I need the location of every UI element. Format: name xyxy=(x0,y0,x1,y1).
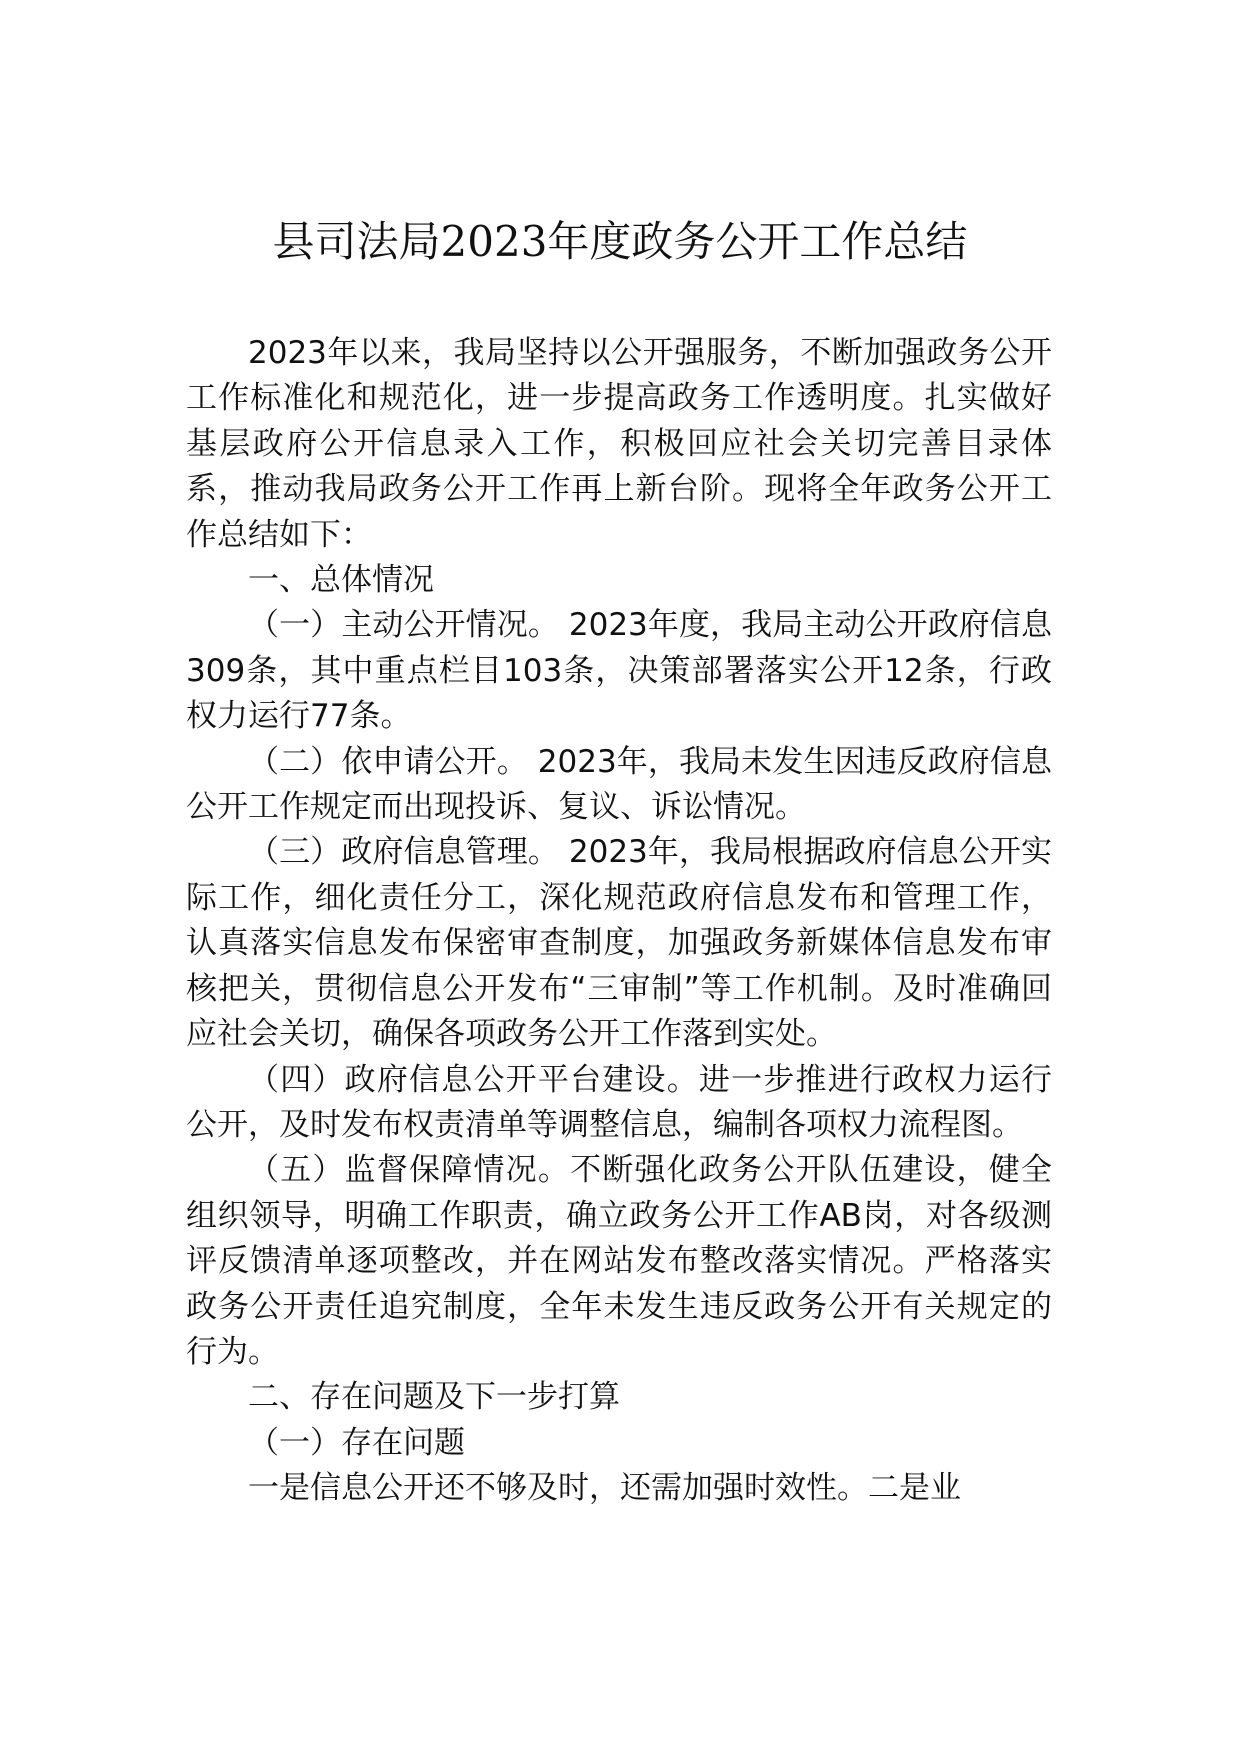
paragraph-platform-construction: （四）政府信息公开平台建设。进一步推进行政权力运行公开，及时发布权责清单等调整信息，编制各项权力流程图。 xyxy=(186,1061,1052,1143)
paragraph-information-management: （三）政府信息管理。 2023年，我局根据政府信息公开实际工作，细化责任分工，深化规范政府信息发布和管理工作，认真落实信息发布保密审查制度，加强政务新媒体信息发布审核把关，贯彻信息公开发布“三审制”等工作机制。及时准确回应社会关切，确保各项政务公开工作落到实处。 xyxy=(186,834,1052,1053)
document-body xyxy=(186,331,1052,1512)
paragraph-disclosure-on-request: （二）依申请公开。 2023年，我局未发生因违反政府信息公开工作规定而出现投诉、复议、诉讼情况。 xyxy=(186,743,1052,826)
paragraph-problems: 一是信息公开还不够及时，还需加强时效性。二是业 xyxy=(248,1470,961,1507)
paragraph-active-disclosure: （一）主动公开情况。 2023年度，我局主动公开政府信息 309条，其中重点栏目103条，决策部署落实公开12条，行政权力运行77条。 xyxy=(186,607,1052,735)
intro-paragraph: 2023年以来，我局坚持以公开强服务，不断加强政务公开工作标准化和规范化，进一步提高政务工作透明度。扎实做好基层政府公开信息录入工作，积极回应社会关切完善目录体系，推动我局政务公开工作再上新台阶。现将全年政务公开工作总结如下： xyxy=(186,335,1052,553)
section-heading-overall: 一、总体情况 xyxy=(248,562,434,599)
section-heading-problems: 二、存在问题及下一步打算 xyxy=(248,1379,620,1416)
subsection-heading-problems: （一）存在问题 xyxy=(248,1424,465,1461)
document-title: 县司法局2023年度政务公开工作总结 xyxy=(272,217,968,266)
paragraph-supervision: （五）监督保障情况。不断强化政务公开队伍建设，健全组织领导，明确工作职责，确立政务公开工作AB岗，对各级测评反馈清单逐项整改，并在网站发布整改落实情况。严格落实政务公开责任追究制度，全年未发生违反政务公开有关规定的行为。 xyxy=(186,1152,1052,1370)
